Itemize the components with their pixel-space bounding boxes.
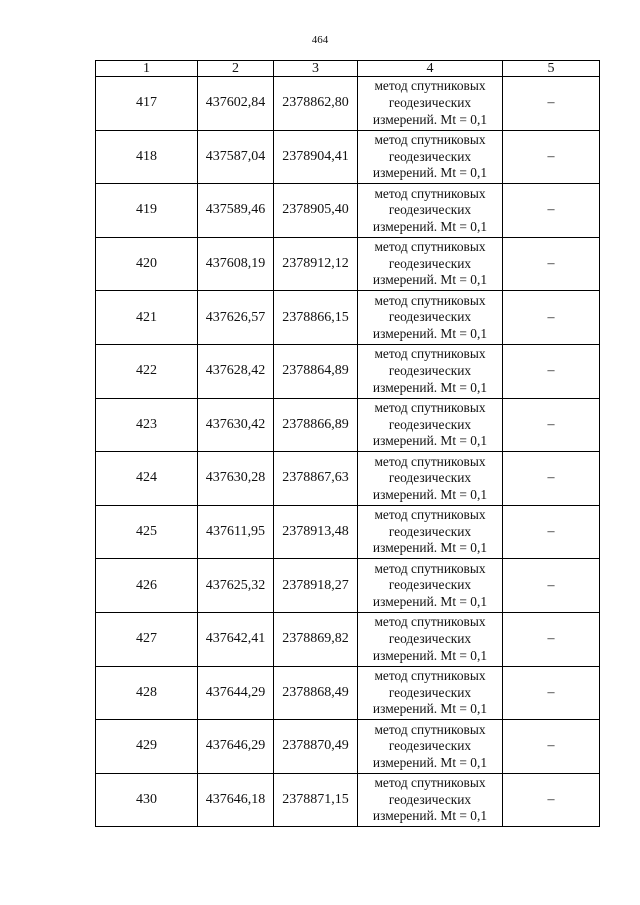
method-line: измерений. Mt = 0,1 [372,540,488,556]
method-line: метод спутниковых [374,614,486,630]
coordinate-y: 2378864,89 [274,344,358,398]
method-line: геодезических [388,309,472,325]
method-cell [358,344,503,398]
point-number: 423 [96,398,198,452]
method-cell [358,452,503,506]
method-line: метод спутниковых [374,399,486,415]
method-line: измерений. Mt = 0,1 [372,379,488,395]
coordinate-x: 437608,19 [198,237,274,291]
page-number: 464 [311,34,329,46]
method-cell [358,720,503,774]
method-cell [358,666,503,720]
method-line: геодезических [388,630,472,646]
table-row [96,666,600,720]
method-line: метод спутниковых [374,292,486,308]
coordinates-table [95,60,600,827]
column-header-5: 5 [503,61,600,77]
coordinate-x: 437630,42 [198,398,274,452]
method-line: метод спутниковых [374,132,486,147]
method-line: геодезических [388,95,472,110]
note-cell: – [503,398,600,452]
method-line: измерений. Mt = 0,1 [372,433,488,449]
point-number: 421 [96,291,198,345]
table-row [96,612,600,666]
method-cell [358,773,503,827]
column-header-4: 4 [358,61,503,77]
method-line: метод спутниковых [374,453,486,469]
coordinate-y: 2378867,63 [274,452,358,506]
method-line: геодезических [388,202,472,218]
table-row [96,559,600,613]
note-cell: – [503,291,600,345]
point-number: 427 [96,612,198,666]
coordinate-y: 2378868,49 [274,666,358,720]
method-line: геодезических [388,416,472,432]
table-row [96,184,600,238]
coordinate-x: 437628,42 [198,344,274,398]
method-line: геодезических [388,255,472,271]
coordinate-x: 437630,28 [198,452,274,506]
method-line: измерений. Mt = 0,1 [372,218,488,234]
note-cell: – [503,773,600,827]
table-row [96,237,600,291]
note-cell: – [503,130,600,184]
method-cell [358,505,503,559]
coordinate-y: 2378905,40 [274,184,358,238]
method-line: измерений. Mt = 0,1 [372,165,488,181]
method-line: метод спутниковых [374,185,486,201]
coordinate-x: 437611,95 [198,505,274,559]
note-cell: – [503,666,600,720]
coordinate-y: 2378866,89 [274,398,358,452]
method-line: геодезических [388,148,472,164]
coordinate-x: 437587,04 [198,130,274,184]
coordinate-x: 437626,57 [198,291,274,345]
point-number: 430 [96,773,198,827]
point-number: 419 [96,184,198,238]
method-line: геодезических [388,738,472,754]
coordinate-x: 437642,41 [198,612,274,666]
coordinate-y: 2378913,48 [274,505,358,559]
method-line: измерений. Mt = 0,1 [372,272,488,288]
table-row [96,505,600,559]
coordinate-y: 2378912,12 [274,237,358,291]
point-number: 426 [96,559,198,613]
note-cell: – [503,344,600,398]
point-number: 417 [96,77,198,131]
point-number: 422 [96,344,198,398]
method-line: метод спутниковых [374,346,486,362]
method-line: измерений. Mt = 0,1 [372,486,488,502]
method-cell [358,398,503,452]
table-row [96,344,600,398]
note-cell: – [503,612,600,666]
coordinate-x: 437646,18 [198,773,274,827]
point-number: 428 [96,666,198,720]
note-cell: – [503,184,600,238]
note-cell: – [503,237,600,291]
method-line: измерений. Mt = 0,1 [372,111,488,127]
note-cell: – [503,452,600,506]
coordinate-x: 437589,46 [198,184,274,238]
coordinate-y: 2378904,41 [274,130,358,184]
note-cell: – [503,720,600,774]
coordinate-y: 2378918,27 [274,559,358,613]
method-cell [358,184,503,238]
note-cell: – [503,559,600,613]
method-line: геодезических [388,523,472,539]
method-line: геодезических [388,577,472,593]
method-line: геодезических [388,362,472,378]
table-row [96,452,600,506]
column-header-1: 1 [96,61,198,77]
point-number: 424 [96,452,198,506]
method-line: измерений. Mt = 0,1 [372,701,488,717]
method-line: метод спутниковых [374,775,486,791]
coordinate-y: 2378870,49 [274,720,358,774]
table-row [96,773,600,827]
method-cell [358,130,503,184]
point-number: 420 [96,237,198,291]
note-cell: – [503,77,600,131]
method-line: метод спутниковых [374,721,486,737]
table-row [96,77,600,131]
point-number: 429 [96,720,198,774]
point-number: 425 [96,505,198,559]
coordinate-x: 437646,29 [198,720,274,774]
point-number: 418 [96,130,198,184]
column-header-2: 2 [198,61,274,77]
table-row [96,130,600,184]
coordinate-x: 437644,29 [198,666,274,720]
method-line: метод спутниковых [374,667,486,683]
method-line: измерений. Mt = 0,1 [372,593,488,609]
note-cell: – [503,505,600,559]
method-line: измерений. Mt = 0,1 [372,325,488,341]
method-cell [358,612,503,666]
method-line: измерений. Mt = 0,1 [372,647,488,663]
table-header [96,61,600,77]
header-row [96,61,600,77]
method-line: метод спутниковых [374,560,486,576]
method-line: метод спутниковых [374,78,486,94]
method-cell [358,237,503,291]
method-line: измерений. Mt = 0,1 [372,754,488,770]
coordinate-x: 437602,84 [198,77,274,131]
method-line: измерений. Mt = 0,1 [372,808,488,824]
method-cell [358,77,503,131]
method-cell [358,291,503,345]
coordinate-x: 437625,32 [198,559,274,613]
column-header-3: 3 [274,61,358,77]
method-line: геодезических [388,791,472,807]
table-row [96,291,600,345]
method-line: геодезических [388,470,472,486]
method-cell [358,559,503,613]
coordinate-y: 2378871,15 [274,773,358,827]
table-row [96,720,600,774]
method-line: метод спутниковых [374,239,486,255]
coordinate-y: 2378866,15 [274,291,358,345]
table-row [96,398,600,452]
table-body [96,77,600,827]
coordinate-y: 2378869,82 [274,612,358,666]
method-line: метод спутниковых [374,507,486,523]
method-line: геодезических [388,684,472,700]
coordinate-y: 2378862,80 [274,77,358,131]
